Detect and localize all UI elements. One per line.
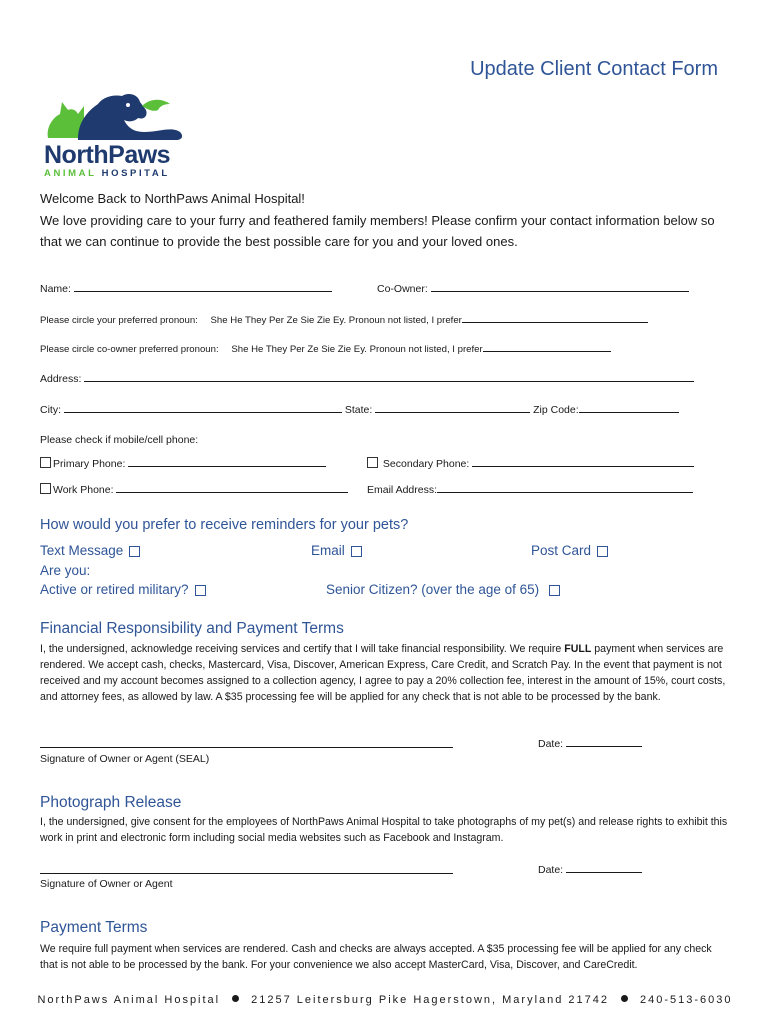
email-option-label: Email bbox=[311, 543, 345, 558]
financial-signature-line[interactable] bbox=[40, 738, 453, 748]
pronoun-label: Please circle your preferred pronoun: bbox=[40, 315, 198, 326]
secondary-phone-checkbox[interactable] bbox=[367, 457, 378, 468]
military-label: Active or retired military? bbox=[40, 582, 189, 597]
photo-signature-line[interactable] bbox=[40, 864, 453, 874]
financial-text-bold: FULL bbox=[564, 643, 592, 655]
financial-text-after: payment when services are rendered. We accept cash, checks, Mastercard, Visa, Discover, American Express, Care Credit, and Scratch Pay. In the event that payment is not received and my account becomes assigned to a collection agency, I agree to pay a 20% collection fee, interest in the amount of 15%, court costs, and attorney fees, as allowed by law. A $35 processing fee will be applied for any check that is not able to be processed by the bank. bbox=[40, 643, 726, 703]
co-pronoun-label: Please circle co-owner preferred pronoun: bbox=[40, 344, 219, 355]
reminders-heading: How would you prefer to receive reminders for your pets? bbox=[40, 517, 409, 533]
primary-phone-input[interactable] bbox=[128, 457, 326, 467]
footer-phone: 240-513-6030 bbox=[640, 994, 733, 1006]
financial-date-label: Date: bbox=[538, 738, 564, 750]
city-row bbox=[40, 403, 679, 416]
email-checkbox[interactable] bbox=[351, 546, 362, 557]
photo-date-input[interactable] bbox=[566, 863, 642, 873]
address-row bbox=[40, 372, 694, 385]
are-you-label: Are you: bbox=[40, 563, 91, 578]
post-card-checkbox[interactable] bbox=[597, 546, 608, 557]
footer bbox=[0, 994, 770, 1006]
mobile-check-label: Please check if mobile/cell phone: bbox=[40, 434, 199, 446]
military-option[interactable] bbox=[40, 582, 206, 597]
photo-signature-label: Signature of Owner or Agent bbox=[40, 878, 173, 890]
name-label: Name: bbox=[40, 283, 71, 295]
post-card-option[interactable] bbox=[531, 543, 608, 558]
zip-label: Zip Code: bbox=[533, 404, 579, 416]
state-input[interactable] bbox=[375, 403, 530, 413]
text-message-checkbox[interactable] bbox=[129, 546, 140, 557]
footer-address: 21257 Leitersburg Pike Hagerstown, Maryland 21742 bbox=[251, 994, 610, 1006]
work-phone-input[interactable] bbox=[116, 483, 348, 493]
co-owner-row bbox=[377, 282, 689, 295]
logo-subtitle bbox=[44, 168, 170, 179]
photo-heading: Photograph Release bbox=[40, 794, 182, 811]
photo-text: I, the undersigned, give consent for the employees of NorthPaws Animal Hospital to take photographs of my pet(s) and release rights to exhibit this work in print and electronic form including social media websites such as Facebook and Instagram. bbox=[40, 816, 728, 844]
financial-date-input[interactable] bbox=[566, 737, 642, 747]
senior-checkbox[interactable] bbox=[549, 585, 560, 596]
senior-option[interactable] bbox=[326, 582, 560, 597]
zip-input[interactable] bbox=[579, 403, 679, 413]
name-row bbox=[40, 282, 332, 295]
work-phone-checkbox[interactable] bbox=[40, 483, 51, 494]
financial-text bbox=[40, 641, 730, 705]
email-input[interactable] bbox=[437, 483, 693, 493]
email-row bbox=[367, 483, 693, 496]
address-label: Address: bbox=[40, 373, 82, 385]
logo-north: North bbox=[44, 141, 109, 169]
military-checkbox[interactable] bbox=[195, 585, 206, 596]
photo-date-row bbox=[538, 863, 642, 876]
form-title: Update Client Contact Form bbox=[470, 58, 718, 80]
co-pronoun-row bbox=[40, 342, 611, 355]
primary-phone-checkbox[interactable] bbox=[40, 457, 51, 468]
state-label: State: bbox=[344, 404, 373, 416]
work-phone-label: Work Phone: bbox=[53, 484, 114, 496]
pronoun-options[interactable]: She He They Per Ze Sie Zie Ey. Pronoun not listed, I prefer bbox=[210, 315, 462, 326]
name-input[interactable] bbox=[74, 282, 332, 292]
financial-signature-label: Signature of Owner or Agent (SEAL) bbox=[40, 753, 210, 765]
photo-date-label: Date: bbox=[538, 864, 564, 876]
work-phone-row bbox=[40, 483, 348, 496]
email-option[interactable] bbox=[311, 543, 362, 558]
welcome-line1: Welcome Back to NorthPaws Animal Hospital! bbox=[40, 191, 305, 206]
logo-hospital: HOSPITAL bbox=[101, 168, 170, 179]
post-card-label: Post Card bbox=[531, 543, 592, 558]
text-message-label: Text Message bbox=[40, 543, 124, 558]
primary-phone-row bbox=[40, 457, 326, 470]
secondary-phone-row bbox=[367, 457, 694, 470]
payment-text: We require full payment when services are rendered. Cash and checks are always accepted. A $35 processing fee will be applied for any check that is not able to be processed by the bank. For your convenience we also accept MasterCard, Visa, Discover, and CareCredit. bbox=[40, 943, 712, 971]
welcome-line2: We love providing care to your furry and feathered family members! Please confirm your contact information below so that we can continue to provide the best possible care for you and your loved ones. bbox=[40, 212, 715, 249]
co-owner-label: Co-Owner: bbox=[377, 283, 428, 295]
financial-text-before: I, the undersigned, acknowledge receiving services and certify that I will take financial responsibility. We require bbox=[40, 643, 565, 655]
welcome-text bbox=[40, 188, 730, 253]
primary-phone-label: Primary Phone: bbox=[53, 458, 126, 470]
co-pronoun-other-input[interactable] bbox=[483, 342, 611, 352]
pronoun-other-input[interactable] bbox=[462, 313, 648, 323]
email-label: Email Address: bbox=[367, 484, 438, 496]
senior-label: Senior Citizen? (over the age of 65) bbox=[326, 582, 540, 597]
secondary-phone-input[interactable] bbox=[472, 457, 694, 467]
financial-heading: Financial Responsibility and Payment Terms bbox=[40, 620, 344, 637]
payment-heading: Payment Terms bbox=[40, 919, 148, 936]
financial-date-row bbox=[538, 737, 642, 750]
secondary-phone-label: Secondary Phone: bbox=[382, 458, 470, 470]
address-input[interactable] bbox=[84, 372, 694, 382]
bullet-icon bbox=[232, 995, 239, 1002]
bullet-icon bbox=[621, 995, 628, 1002]
logo-animal: ANIMAL bbox=[44, 168, 97, 179]
co-owner-input[interactable] bbox=[431, 282, 689, 292]
city-input[interactable] bbox=[64, 403, 342, 413]
footer-name: NorthPaws Animal Hospital bbox=[37, 994, 221, 1006]
co-pronoun-options[interactable]: She He They Per Ze Sie Zie Ey. Pronoun not listed, I prefer bbox=[231, 344, 483, 355]
pronoun-row bbox=[40, 313, 648, 326]
text-message-option[interactable] bbox=[40, 543, 140, 558]
logo-wordmark bbox=[44, 141, 170, 170]
city-label: City: bbox=[40, 404, 61, 416]
logo-paws: Paws bbox=[108, 141, 171, 169]
